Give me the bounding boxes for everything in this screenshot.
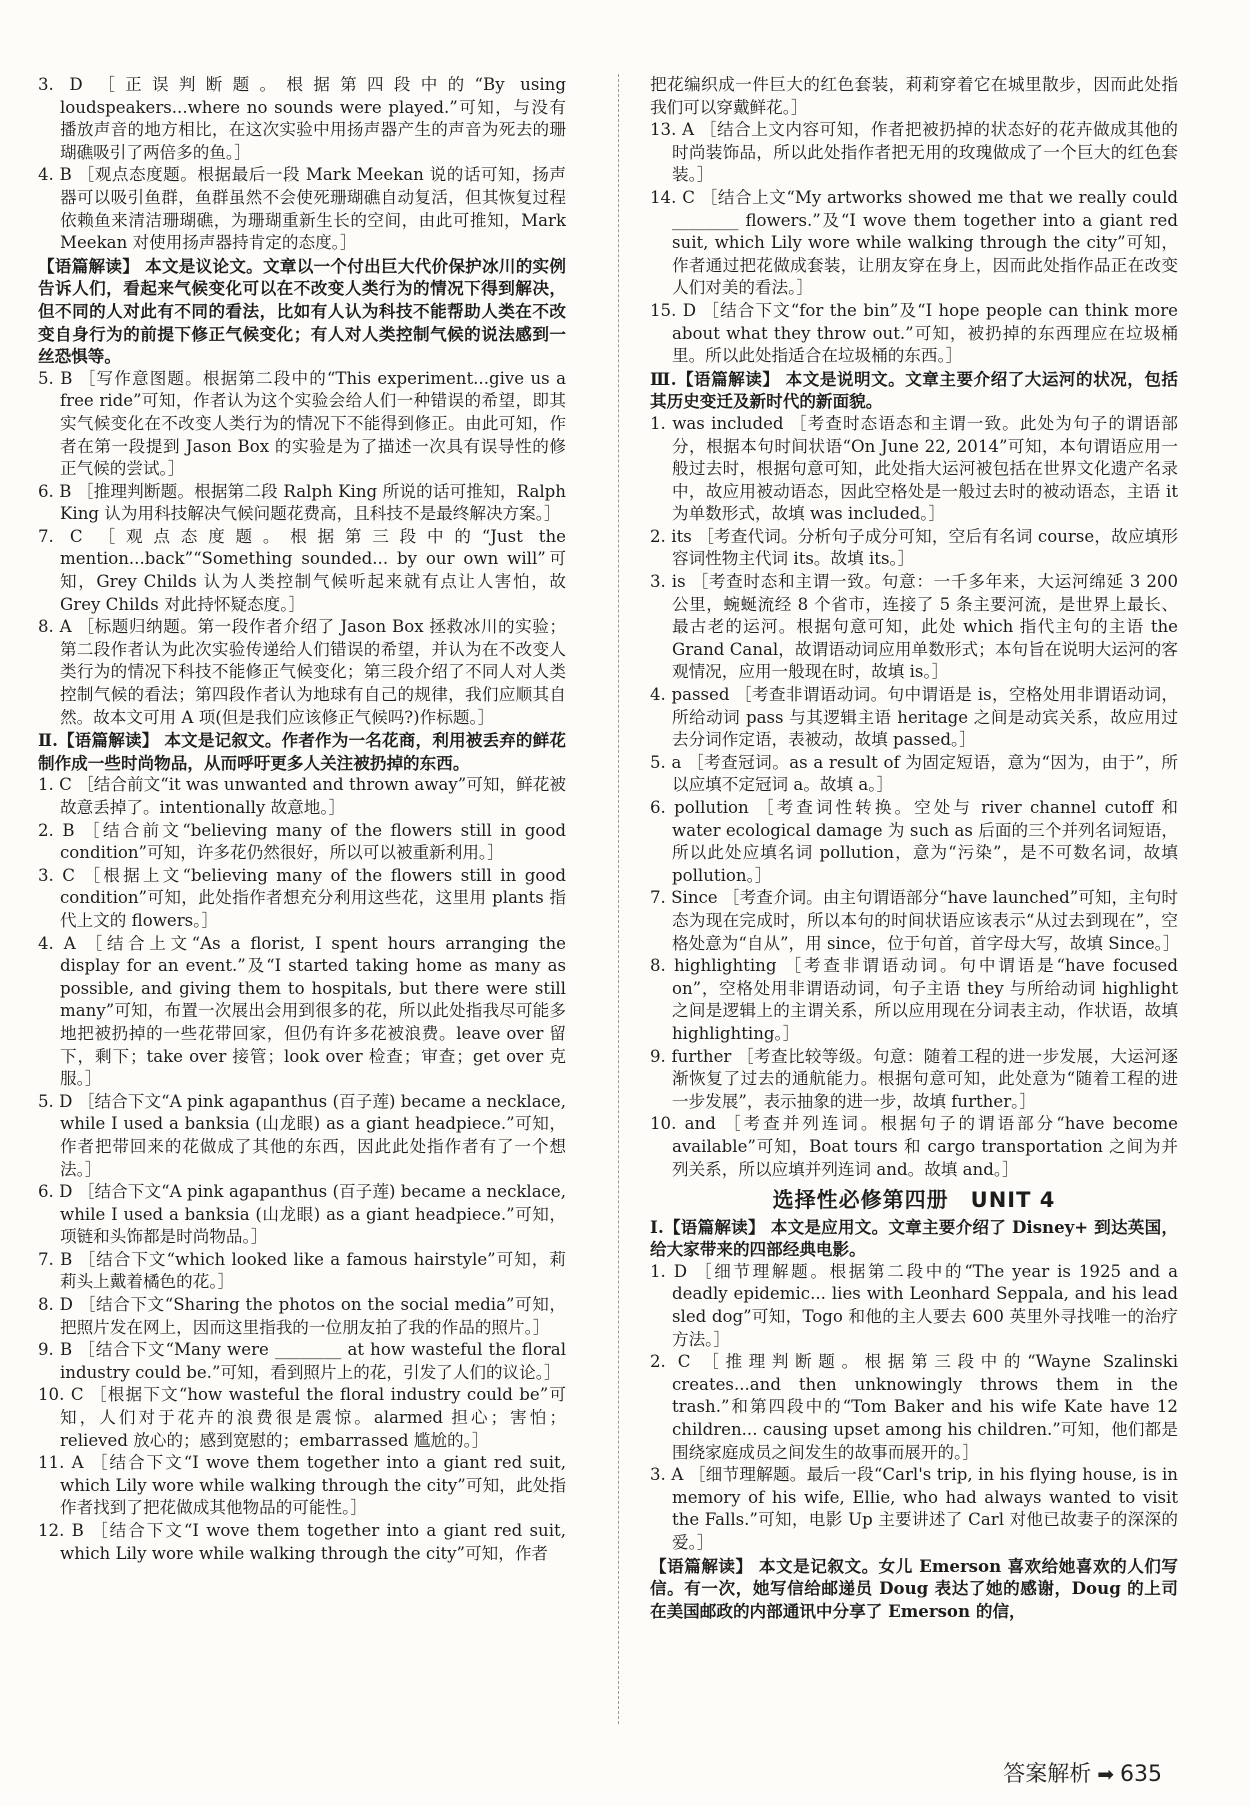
answer-item: 7. B ［结合下文“which looked like a famous hairstyle”可知，莉莉头上戴着橘色的花。］ bbox=[38, 1249, 566, 1292]
answer-item: 5. a ［考查冠词。as a result of 为固定短语，意为“因为，由于”，所以应填不定冠词 a。故填 a。］ bbox=[650, 752, 1178, 795]
answer-item: 2. C ［推理判断题。根据第三段中的“Wayne Szalinski creates...and then unknowingly throws them in the trash.”和第四段中的“Tom Baker and his wife Kate have 12 children... causing upset among his children.”可知，他们都是围绕家庭成员之间发生的故事而展开的。］ bbox=[650, 1352, 1178, 1462]
passage-reading-note: Ⅱ.【语篇解读】 本文是记叙文。作者作为一名花商，利用被丢弃的鲜花制作成一些时尚物品，从而呼吁更多人关注被扔掉的东西。 bbox=[38, 730, 566, 773]
answer-item: 5. D ［结合下文“A pink agapanthus (百子莲) became a necklace, while I used a banksia (山龙眼) as a giant headpiece.”可知，作者把带回来的花做成了其他的东西，因此此处指作者有了一个想法。］ bbox=[38, 1091, 566, 1179]
answer-item: 4. passed ［考查非谓语动词。句中谓语是 is，空格处用非谓语动词，所给动词 pass 与其逻辑主语 heritage 之间是动宾关系，故应用过去分词作定语，表被动，故填 passed。］ bbox=[650, 685, 1178, 750]
answer-item: 7. Since ［考查介词。由主句谓语部分“have launched”可知，主句时态为现在完成时，所以本句的时间状语应该表示“从过去到现在”，空格处意为“自从”，用 since，位于句首，首字母大写，故填 Since。］ bbox=[650, 888, 1180, 953]
answer-item: 10. C ［根据下文“how wasteful the floral industry could be”可知，人们对于花卉的浪费很是震惊。alarmed 担心；害怕；relieved 放心的；感到宽慰的；embarrassed 尴尬的。］ bbox=[38, 1385, 566, 1450]
column-divider bbox=[618, 74, 619, 1724]
answer-item: 9. B ［结合下文“Many were ________ at how wasteful the floral industry could be.”可知，看到照片上的花，引发了人们的议论。］ bbox=[38, 1340, 566, 1382]
arrow-icon: ➡ bbox=[1097, 1762, 1114, 1786]
unit-title: 选择性必修第四册 UNIT 4 bbox=[772, 1188, 1056, 1213]
passage-reading-note: 【语篇解读】 本文是议论文。文章以一个付出巨大代价保护冰川的实例告诉人们，看起来气候变化可以在不改变人类行为的情况下得到解决，但不同的人对此有不同的看法，比如有人认为科技不能帮助人类在不改变自身行为的前提下修正气候变化；有人对人类控制气候的说法感到一丝恐惧等。 bbox=[38, 255, 566, 367]
answer-item: 9. further ［考查比较等级。句意：随着工程的进一步发展，大运河逐渐恢复了过去的通航能力。根据句意可知，此处意为“随着工程的进一步发展”，表示抽象的进一步，故填 further。］ bbox=[650, 1046, 1178, 1111]
passage-reading-note: 【语篇解读】 本文是记叙文。女儿 Emerson 喜欢给她喜欢的人们写信。有一次，她写信给邮递员 Doug 表达了她的感谢，Doug 的上司在美国邮政的内部通讯中分享了 Emerson 的信， bbox=[650, 1555, 1178, 1621]
footer-label: 答案解析 bbox=[1003, 1762, 1092, 1787]
answer-item: 7. C ［观点态度题。根据第三段中的“Just the mention...back”“Something sounded... by our own will”可知，Grey Childs 认为人类控制气候听起来就有点让人害怕，故 Grey Childs 对此持怀疑态度。］ bbox=[38, 526, 566, 614]
right-column bbox=[650, 74, 1178, 1622]
answer-item: 1. D ［细节理解题。根据第二段中的“The year is 1925 and a deadly epidemic... lies with Leonhard Seppala, and his lead sled dog”可知，Togo 和他的主人要去 600 英里外寻找唯一的治疗方法。］ bbox=[650, 1261, 1178, 1349]
passage-reading-note: Ⅲ.【语篇解读】 本文是说明文。文章主要介绍了大运河的状况，包括其历史变迁及新时代的新面貌。 bbox=[650, 368, 1178, 412]
answer-item: 1. was included ［考查时态语态和主谓一致。此处为句子的谓语部分，根据本句时间状语“On June 22, 2014”可知，本句谓语应用一般过去时，根据句意可知，此处指大运河被包括在世界文化遗产名录中，故应用被动语态，因此空格处是一般过去时的被动语态，主语 it 为单数形式，故填 was included。］ bbox=[650, 413, 1178, 524]
answer-item: 3. is ［考查时态和主谓一致。句意：一千多年来，大运河绵延 3 200 公里，蜿蜒流经 8 个省市，连接了 5 条主要河流，是世界上最长、最古老的运河。根据句意可知，此处 which 指代主句的主语 the Grand Canal，故谓语动词应用单数形式；本句旨在说明大运河的客观情况，应用一般现在时，故填 is。］ bbox=[650, 572, 1178, 682]
answer-item: 2. its ［考查代词。分析句子成分可知，空后有名词 course，故应填形容词性物主代词 its。故填 its。］ bbox=[650, 526, 1178, 569]
answer-item: 12. B ［结合下文“I wove them together into a giant red suit, which Lily wore while walking through the city”可知，作者 bbox=[38, 1521, 566, 1563]
answer-item: 2. B ［结合前文“believing many of the flowers still in good condition”可知，许多花仍然很好，所以可以被重新利用。］ bbox=[38, 820, 566, 863]
answer-item: 6. B ［推理判断题。根据第二段 Ralph King 所说的话可推知，Ralph King 认为用科技解决气候问题花费高，且科技不是最终解决方案。］ bbox=[38, 481, 566, 524]
answer-continuation: 把花编织成一件巨大的红色套装，莉莉穿着它在城里散步，因而此处指我们可以穿戴鲜花。］ bbox=[650, 75, 1178, 117]
passage-reading-note: Ⅰ.【语篇解读】 本文是应用文。文章主要介绍了 Disney+ 到达英国，给大家带来的四部经典电影。 bbox=[650, 1216, 1178, 1260]
answer-item: 5. B ［写作意图题。根据第二段中的“This experiment...give us a free ride”可知，作者认为这个实验会给人们一种错误的希望，即其实气候变化在不改变人类行为的情况下不能得到修正。由此可知，作者在第一段提到 Jason Box 的实验是为了描述一次具有误导性的修正气候的尝试。］ bbox=[38, 368, 566, 479]
answer-item: 6. pollution ［考查词性转换。空处与 river channel cutoff 和 water ecological damage 为 such as 后面的三个并列名词短语，所以此处应填名词 pollution，意为“污染”，是不可数名词，故填 pollution。］ bbox=[650, 798, 1178, 885]
answer-item: 8. D ［结合下文“Sharing the photos on the social media”可知，把照片发在网上，因而这里指我的一位朋友拍了我的作品的照片。］ bbox=[38, 1295, 566, 1337]
answer-item: 4. B ［观点态度题。根据最后一段 Mark Meekan 说的话可知，扬声器可以吸引鱼群，鱼群虽然不会使死珊瑚礁自动复活，但其恢复过程依赖鱼来清洁珊瑚礁，为珊瑚重新生长的空间，由此可推知，Mark Meekan 对使用扬声器持肯定的态度。］ bbox=[38, 165, 566, 253]
answer-item: 3. A ［细节理解题。最后一段“Carl's trip, in his flying house, is in memory of his wife, Ellie, who had always wanted to visit the Falls.”可知，电影 Up 主要讲述了 Carl 对他已故妻子的深深的爱。］ bbox=[650, 1465, 1178, 1552]
answer-item: 14. C ［结合上文“My artworks showed me that we really could ________ flowers.”及“I wove them together into a giant red suit, which Lily wore while walking through the city”可知，作者通过把花做成套装，让朋友穿在身上，因而此处指作品正在改变人们对美的看法。］ bbox=[650, 187, 1178, 298]
answer-item: 13. A ［结合上文内容可知，作者把被扔掉的状态好的花卉做成其他的时尚装饰品，所以此处指作者把无用的玫瑰做成了一个巨大的红色套装。］ bbox=[650, 120, 1178, 185]
answer-item: 1. C ［结合前文“it was unwanted and thrown away”可知，鲜花被故意丢掉了。intentionally 故意地。］ bbox=[38, 775, 566, 817]
answer-item: 6. D ［结合下文“A pink agapanthus (百子莲) became a necklace, while I used a banksia (山龙眼) as a giant headpiece.”可知，项链和头饰都是时尚物品。］ bbox=[38, 1182, 566, 1247]
answer-item: 8. highlighting ［考查非谓语动词。句中谓语是“have focused on”，空格处用非谓语动词，句子主语 they 与所给动词 highlight 之间是逻辑上的主谓关系，所以应用现在分词表主动，作状语，故填 highlighting。］ bbox=[650, 956, 1178, 1043]
left-column bbox=[38, 74, 566, 1565]
answer-item: 3. C ［根据上文“believing many of the flowers still in good condition”可知，此处指作者想充分利用这些花，这里用 plants 指代上文的 flowers。］ bbox=[38, 865, 566, 930]
answer-item: 8. A ［标题归纳题。第一段作者介绍了 Jason Box 拯救冰川的实验；第二段作者认为此次实验传递给人们错误的希望，并认为在不改变人类行为的情况下科技不能修正气候变化；第三段介绍了不同人对人类控制气候的看法；第四段作者认为地球有自己的规律，我们应顺其自然。故本文可用 A 项(但是我们应该修正气候吗?)作标题。］ bbox=[38, 617, 566, 727]
page-footer bbox=[1003, 1757, 1162, 1788]
answer-item: 10. and ［考查并列连词。根据句子的谓语部分“have become available”可知，Boat tours 和 cargo transportation 之间为并列关系，所以应填并列连词 and。故填 and。］ bbox=[650, 1114, 1178, 1179]
answer-item: 15. D ［结合下文“for the bin”及“I hope people can think more about what they throw out.”可知，被扔掉的东西理应在垃圾桶里。所以此处指适合在垃圾桶的东西。］ bbox=[650, 300, 1178, 366]
page-number: 635 bbox=[1120, 1762, 1162, 1787]
answer-item: 3. D ［正误判断题。根据第四段中的“By using loudspeakers...where no sounds were played.”可知，与没有播放声音的地方相比，在这次实验中用扬声器产生的声音为死去的珊瑚礁吸引了两倍多的鱼。］ bbox=[38, 75, 566, 162]
answer-item: 11. A ［结合下文“I wove them together into a giant red suit, which Lily wore while walking through the city”可知，此处指作者找到了把花做成其他物品的可能性。］ bbox=[38, 1453, 566, 1518]
answer-item: 4. A ［结合上文“As a florist, I spent hours arranging the display for an event.”及“I started taking home as many as possible, and giving them to hospitals, but there were still many”可知，布置一次展出会用到很多的花，所以此处指我尽可能多地把被扔掉的一些花带回家，但仍有许多花被浪费。leave over 留下，剩下；take over 接管；look over 检查；审查；get over 克服。］ bbox=[38, 933, 566, 1089]
